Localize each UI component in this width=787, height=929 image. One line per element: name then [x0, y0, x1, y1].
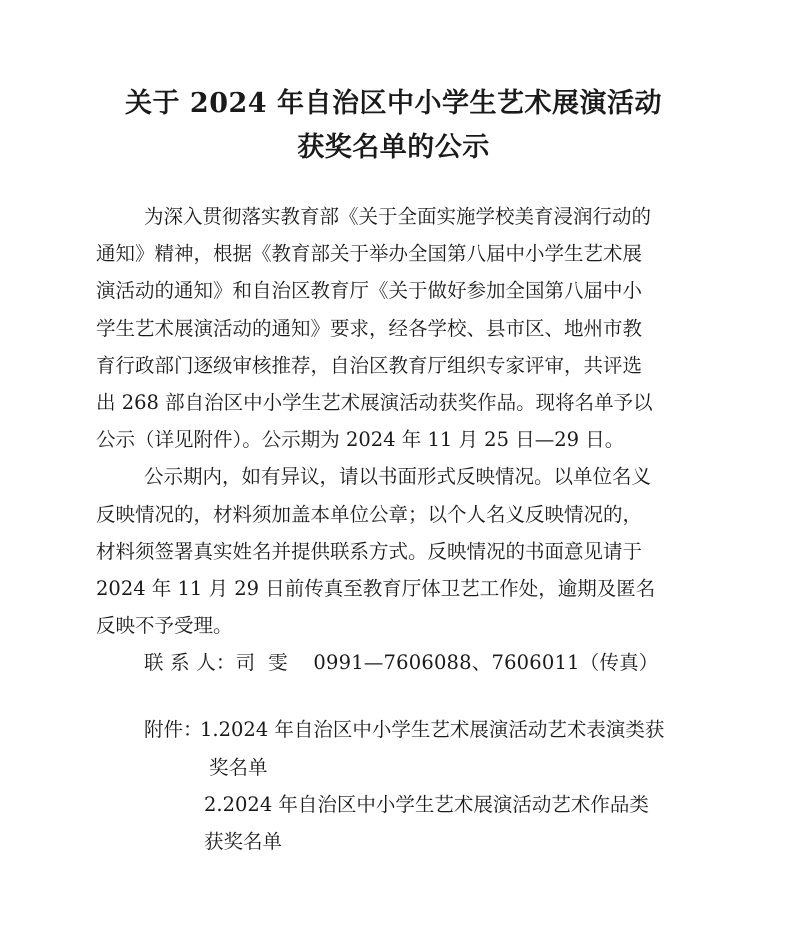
paragraph-line: 反映不予受理。 — [96, 614, 233, 638]
paragraph-line: 2024 年 11 月 29 日前传真至教育厅体卫艺工作处，逾期及匿名 — [96, 576, 656, 600]
attachment-item-1-line-2: 奖名单 — [209, 755, 268, 779]
section-spacer — [96, 681, 692, 711]
paragraph-line: 育行政部门逐级审核推荐，自治区教育厅组织专家评审，共评选 — [96, 353, 643, 377]
attachment-item-1 — [96, 711, 692, 748]
document-title — [0, 82, 787, 170]
attachments-section — [96, 711, 692, 860]
attachment-item-2-line-2: 获奖名单 — [204, 830, 283, 853]
paragraph-line: 公示（详见附件）。公示期为 2024 年 11 月 25 日—29 日。 — [96, 428, 625, 452]
paragraph-intro — [96, 198, 692, 458]
paragraph-line: 通知》精神，根据《教育部关于举办全国第八届中小学生艺术展 — [96, 242, 643, 266]
paragraph-line: 反映情况的，材料须加盖本单位公章；以个人名义反映情况的， — [96, 502, 643, 526]
paragraph-line: 为深入贯彻落实教育部《关于全面实施学校美育浸润行动的 — [144, 205, 652, 228]
paragraph-line: 材料须签署真实姓名并提供联系方式。反映情况的书面意见请于 — [96, 539, 643, 563]
title-line-1: 关于 2024 年自治区中小学生艺术展演活动 — [125, 88, 662, 119]
paragraph-line: 公示期内，如有异议，请以书面形式反映情况。以单位名义 — [144, 465, 652, 489]
attachments-label: 附件： — [144, 718, 203, 742]
paragraph-objection — [96, 458, 692, 644]
title-line-2: 获奖名单的公示 — [297, 132, 490, 163]
paragraph-line: 出 268 部自治区中小学生艺术展演活动获奖作品。现将名单予以 — [96, 390, 653, 414]
contact-info: 联 系 人：司 雯 0991—7606088、7606011（传真） — [144, 651, 659, 675]
paragraph-line: 演活动的通知》和自治区教育厅《关于做好参加全国第八届中小 — [96, 279, 643, 303]
attachment-item-1-line-1: 1.2024 年自治区中小学生艺术展演活动艺术表演类获 — [200, 718, 665, 742]
attachment-item-2-line-1: 2.2024 年自治区中小学生艺术展演活动艺术作品类 — [204, 792, 649, 816]
document-body — [96, 198, 692, 860]
paragraph-line: 学生艺术展演活动的通知》要求，经各学校、县市区、地州市教 — [96, 316, 643, 340]
